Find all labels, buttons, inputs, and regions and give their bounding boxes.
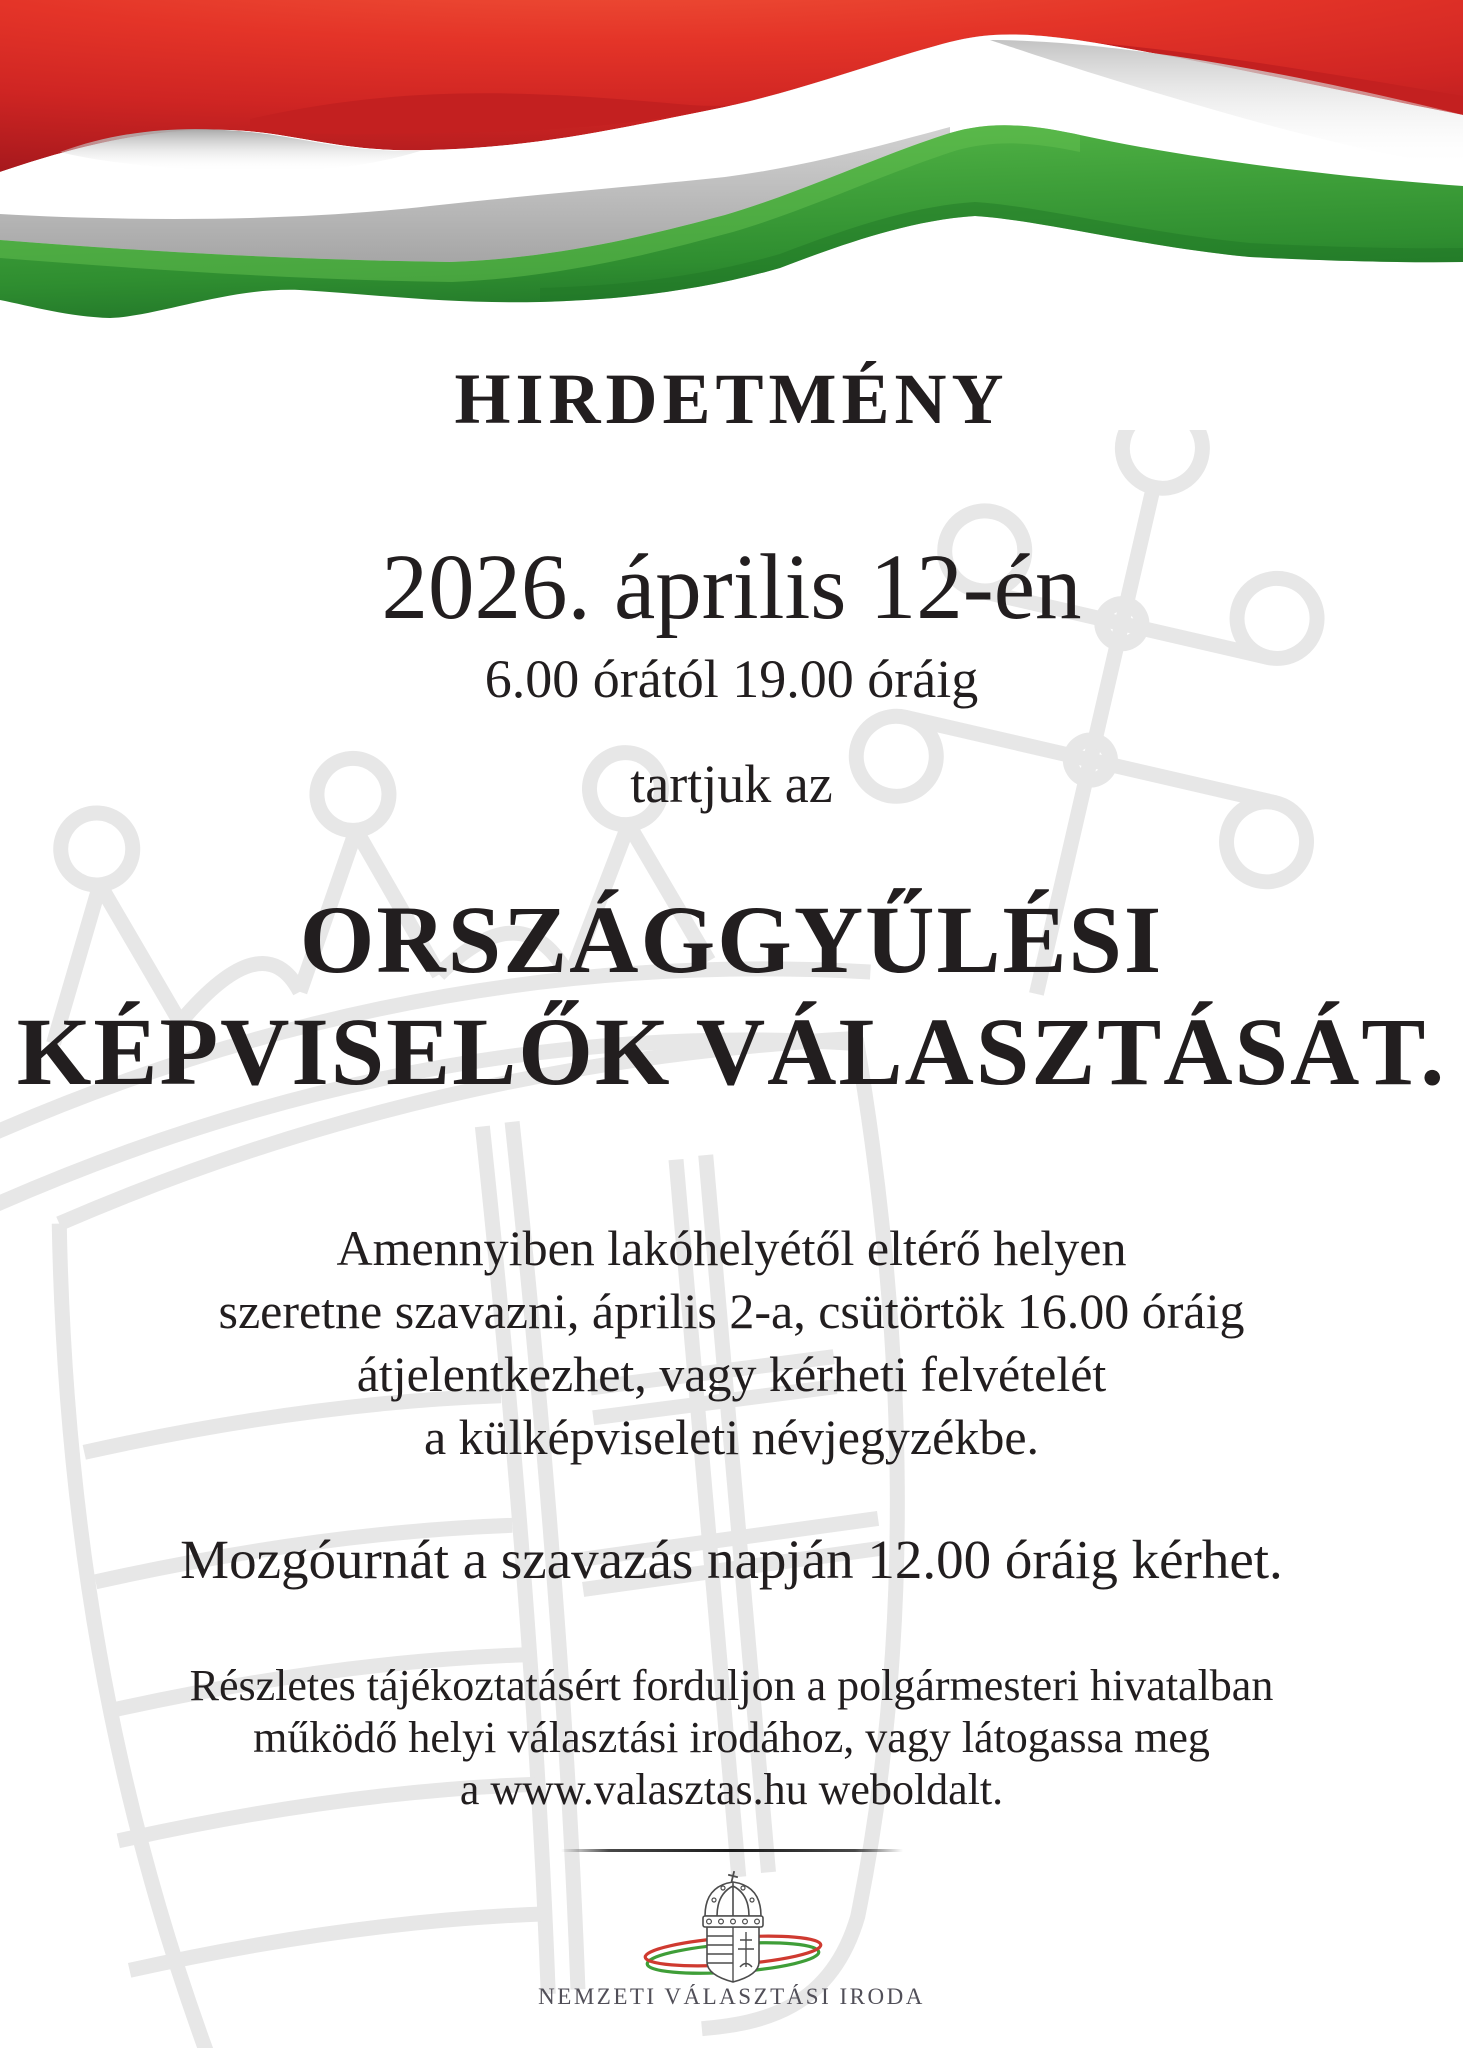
paragraph-line: átjelentkezhet, vagy kérheti felvételét [356,1346,1107,1402]
paragraph-line: szeretne szavazni, április 2-a, csütörtök 16.00 óráig [218,1283,1245,1339]
paragraph-line: Részletes tájékoztatásért forduljon a polgármesteri hivatalban [189,1661,1274,1710]
hungarian-flag-wave-icon [0,0,1463,330]
paragraph-line: a www.valasztas.hu weboldalt. [459,1765,1004,1814]
election-heading [0,884,1463,1108]
voting-hours: 6.00 órától 19.00 óráig [484,649,979,709]
nvi-coat-of-arms-logo-icon [630,1870,836,1995]
footer-divider [561,1849,903,1852]
election-heading-line1: ORSZÁGGYŰLÉSI [299,886,1164,993]
paragraph-line: működő helyi választási irodához, vagy látogassa meg [253,1713,1210,1762]
paragraph-line: Amennyiben lakóhelyétől eltérő helyen [336,1220,1127,1276]
information-paragraph [0,1660,1463,1816]
mobile-ballot-box-line: Mozgóurnát a szavazás napján 12.00 óráig kérhet. [180,1529,1283,1590]
paragraph-line: a külképviseleti névjegyzékbe. [423,1409,1040,1465]
election-heading-line2: KÉPVISELŐK VÁLASZTÁSÁT. [16,998,1447,1105]
election-date: 2026. április 12-én [381,536,1082,639]
poster-title: HIRDETMÉNY [454,359,1009,439]
lead-in-text: tartjuk az [630,754,833,814]
transfer-registration-paragraph [0,1217,1463,1469]
org-name: NEMZETI VÁLASZTÁSI IRODA [538,1984,925,2009]
